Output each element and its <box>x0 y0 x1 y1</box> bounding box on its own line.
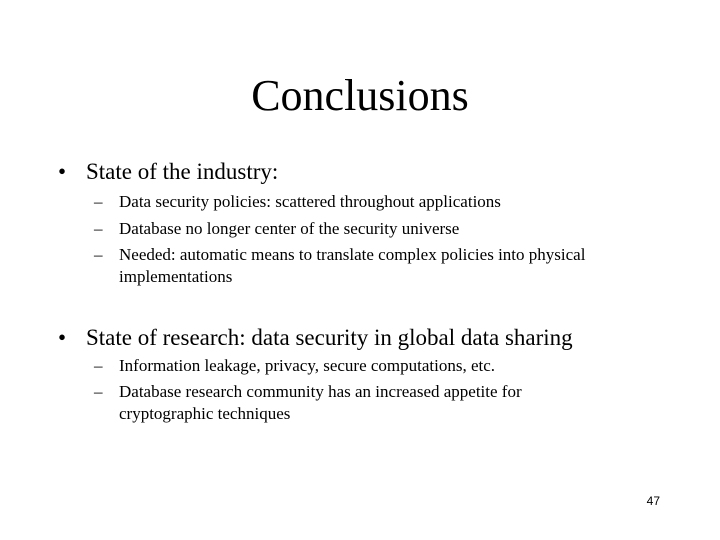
dash-icon: – <box>94 245 103 264</box>
page-number: 47 <box>646 494 660 508</box>
slide-title: Conclusions <box>251 71 469 120</box>
sub-bullet-text: Database no longer center of the security universe <box>119 219 460 238</box>
bullet-text: State of research: data security in global data sharing <box>86 325 573 350</box>
dash-icon: – <box>94 192 103 211</box>
bullet-text: State of the industry: <box>86 159 279 184</box>
bullet-icon: • <box>58 325 67 350</box>
dash-icon: – <box>94 382 103 401</box>
sub-bullet-text: Data security policies: scattered throughout applications <box>119 192 501 211</box>
dash-icon: – <box>94 219 103 238</box>
sub-bullet-text: Needed: automatic means to translate complex policies into physical implementations <box>119 245 586 286</box>
sub-bullet-text: Information leakage, privacy, secure computations, etc. <box>119 356 496 375</box>
dash-icon: – <box>94 356 103 375</box>
sub-bullet-text: Database research community has an increased appetite for cryptographic techniques <box>119 382 522 423</box>
bullet-icon: • <box>58 159 67 184</box>
